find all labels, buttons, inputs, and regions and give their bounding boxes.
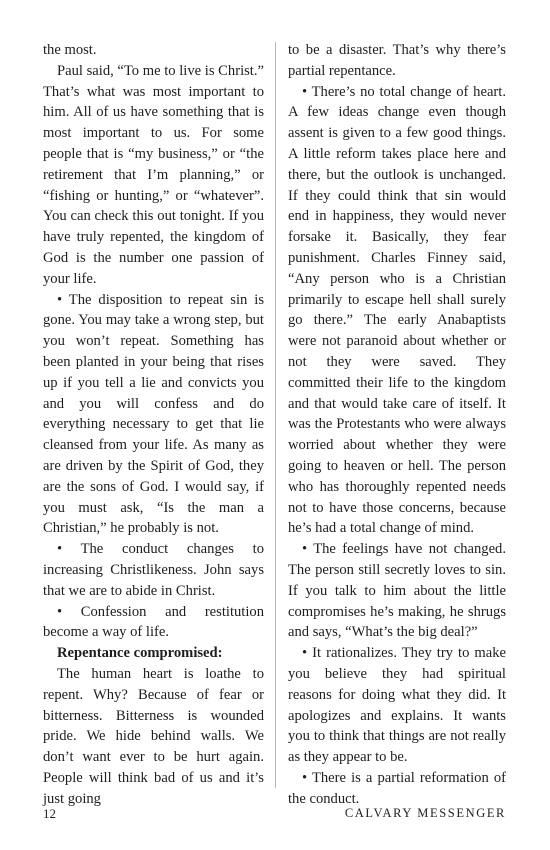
bullet-paragraph: • The feelings have not changed. The person still secretly loves to sin. If you talk to him about the little compromises he’s making, he shrugs and says, “What’s the big deal?” [288,541,506,641]
bullet-paragraph: • There’s no total change of heart. A few ideas change even though assent is given to a few good things. A little reform takes place here and there, but the outlook is unchanged. If they could think that sin would end in happiness, they would never forsake it. Basically, they fear punishment. Charles Finney said, “Any person who is a Christian primarily to escape hell shall surely go there.” The early Anabaptists were not paranoid about whether or not they were saved. They committed their life to the kingdom and that would take care of itself. It was the Protestants who were always worried about whether they were going to heaven or hell. The person who has thoroughly repented needs not to have those concerns, because he’s had a total change of mind. [288,83,506,537]
section-heading: Repentance compromised: [57,645,223,662]
page-number: 12 [43,806,56,821]
paragraph: Paul said, “To me to live is Christ.” That’s what was most important to him. All of us have something that is most important to us. For some people that is “my business,” or “the retirement that I’m planning,” or “fishing or hunting,” or “whatever”. You can check this out tonight. If you have truly repented, the kingdom of God is the number one passion of your life. [43,62,264,287]
paragraph: to be a disaster. That’s why there’s partial repentance. [288,42,506,79]
right-column [288,40,506,809]
bullet-paragraph: • It rationalizes. They try to make you believe they had spiritual reasons for doing what they did. It apologizes and explains. It wants you to think that things are not really as they appear to be. [288,645,506,766]
bullet-paragraph: • The disposition to repeat sin is gone. You may take a wrong step, but you won’t repeat. Something has been planted in your being that rises up if you tell a lie and convicts you and you will confess and do everything necessary to get that lie cleansed from your life. As many as are driven by the Spirit of God, they are the sons of God. I would say, if you must ask, “Is the man a Christian,” he probably is not. [43,291,264,537]
left-column [43,40,264,809]
bullet-paragraph: • Confession and restitution become a way of life. [43,603,264,641]
paragraph: The human heart is loathe to repent. Why? Because of fear or bitterness. Bitterness is wounded pride. We hide behind walls. We don’t want ever to be hurt again. People will think bad of us and it’s just going [43,665,264,807]
paragraph: the most. [43,42,97,58]
bullet-paragraph: • There is a partial reformation of the conduct. [288,769,506,807]
bullet-paragraph: • The conduct changes to increasing Christlikeness. John says that we are to abide in Christ. [43,541,264,599]
column-divider [275,42,276,788]
running-title: CALVARY MESSENGER [344,806,506,820]
